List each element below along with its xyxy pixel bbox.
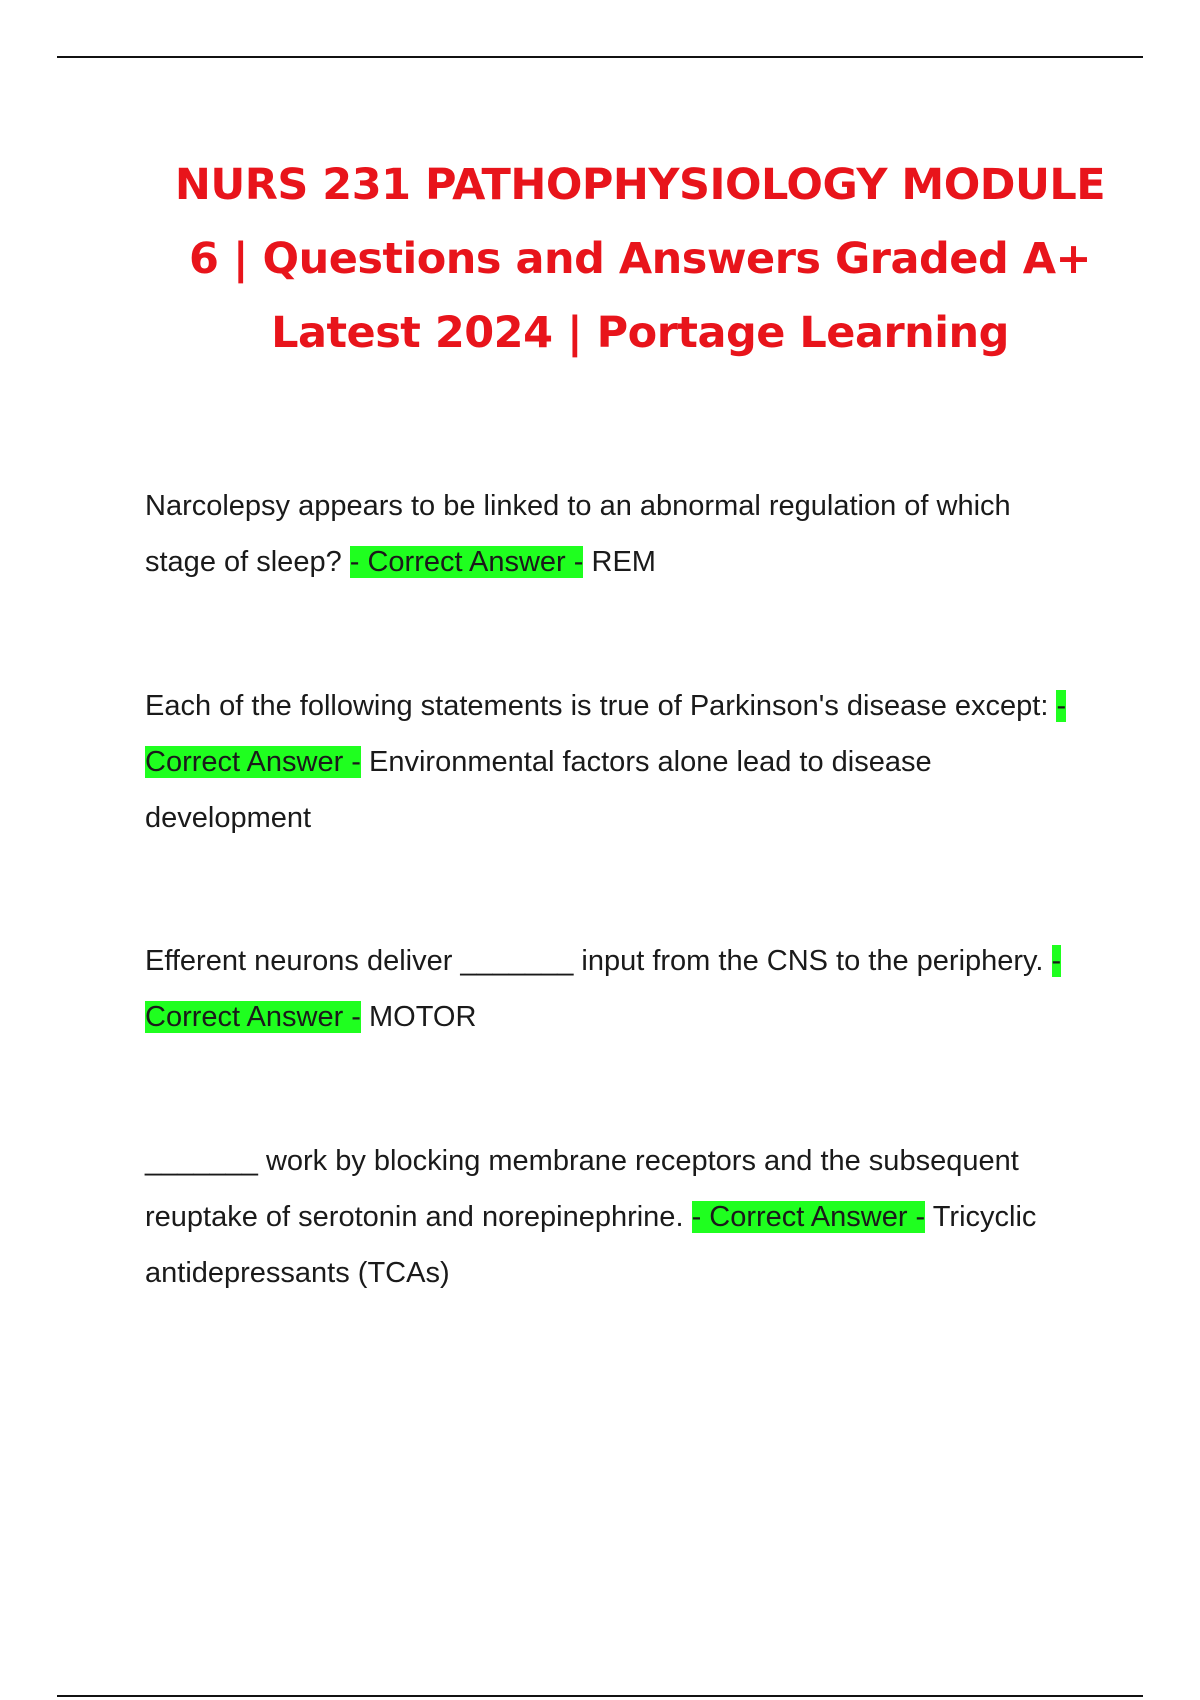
question-text: _______ work by blocking membrane receptors and the subsequent reuptake of serotonin and norepinephrine. bbox=[145, 1145, 1019, 1233]
top-rule bbox=[57, 56, 1143, 58]
correct-answer-marker: - Correct Answer - bbox=[145, 690, 1067, 778]
qa-item bbox=[145, 1133, 1075, 1301]
correct-answer-marker: - Correct Answer - bbox=[349, 546, 584, 578]
title-line-2: 6 | Questions and Answers Graded A+ bbox=[188, 234, 1092, 284]
qa-item bbox=[145, 678, 1075, 846]
correct-answer-marker: - Correct Answer - bbox=[145, 945, 1062, 1033]
question-text: Each of the following statements is true of Parkinson's disease except: bbox=[145, 690, 1049, 722]
correct-answer-marker: - Correct Answer - bbox=[691, 1201, 926, 1233]
qa-item bbox=[145, 478, 1075, 590]
answer-text: REM bbox=[591, 546, 656, 578]
answer-text: Environmental factors alone lead to disease development bbox=[145, 746, 932, 834]
question-text: Narcolepsy appears to be linked to an abnormal regulation of which stage of sleep? bbox=[145, 490, 1011, 578]
document-title bbox=[120, 148, 1160, 370]
title-line-3: Latest 2024 | Portage Learning bbox=[271, 308, 1009, 358]
bottom-rule bbox=[57, 1695, 1143, 1697]
answer-text: MOTOR bbox=[369, 1001, 477, 1033]
qa-item bbox=[145, 933, 1075, 1045]
title-line-1: NURS 231 PATHOPHYSIOLOGY MODULE bbox=[174, 160, 1106, 210]
question-text: Efferent neurons deliver _______ input from the CNS to the periphery. bbox=[145, 945, 1044, 977]
answer-text: Tricyclic antidepressants (TCAs) bbox=[145, 1201, 1037, 1289]
